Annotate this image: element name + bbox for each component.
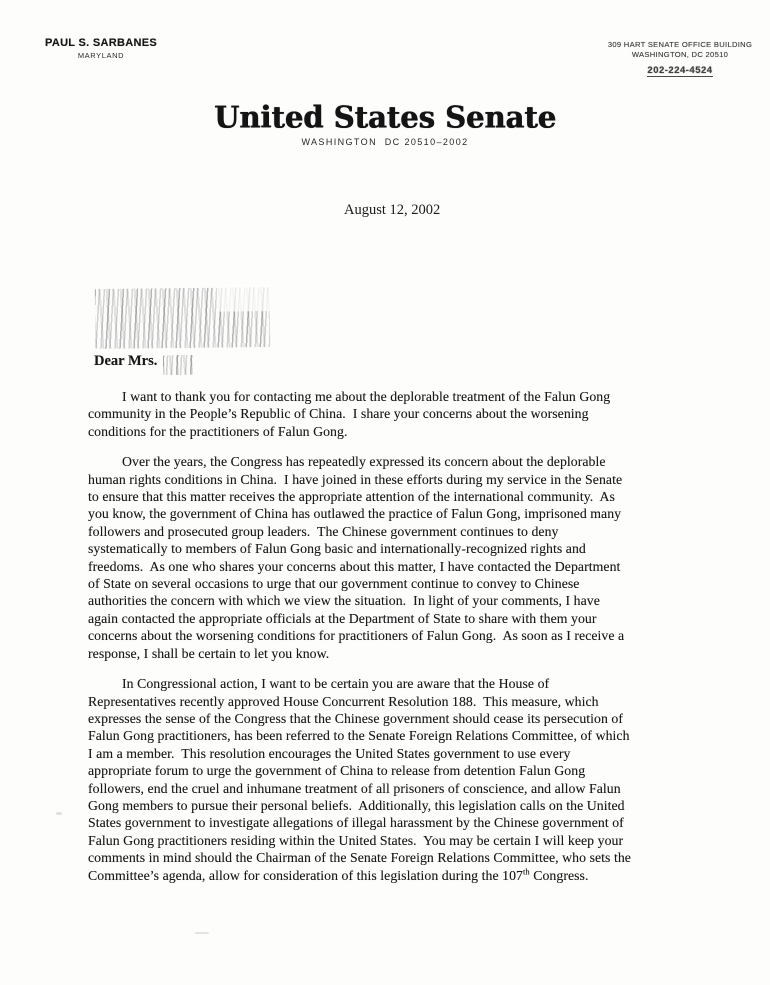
paragraph-line: conditions for the practitioners of Falun Gong.: [88, 423, 348, 439]
paragraph-line: followers, end the cruel and inhumane treatment of all prisoners of conscience, and allow Falun: [88, 780, 621, 796]
office-address-line2: WASHINGTON, DC 20510: [631, 50, 729, 59]
redacted-recipient-name: [163, 355, 193, 376]
paragraph-line: I am a member. This resolution encourages the United States government to use every: [88, 745, 571, 761]
office-address-block: [596, 40, 764, 78]
paragraph-line: systematically to members of Falun Gong basic and internationally-recognized rights and: [88, 541, 586, 557]
paragraph-line: I want to thank you for contacting me about the deplorable treatment of the Falun Gong: [122, 389, 611, 404]
paragraph-line: of State on several occasions to urge that our government continue to convey to Chinese: [88, 576, 580, 592]
paragraph-line: freedoms. As one who shares your concerns about this matter, I have contacted the Department: [88, 558, 621, 574]
senate-letterhead-title: United States Senate: [213, 99, 557, 135]
paragraph-line: comments in mind should the Chairman of the Senate Foreign Relations Committee, who sets the: [88, 850, 631, 866]
paragraph-line: again contacted the appropriate officials at the Department of State to share with them your: [88, 610, 597, 626]
paragraph-line: States government to investigate allegations of illegal harassment by the Chinese government of: [88, 815, 624, 831]
paragraph-line: Gong members to pursue their personal beliefs. Additionally, this legislation calls on the United: [88, 797, 625, 813]
paragraph-line: expresses the sense of the Congress that the Chinese government should cease its persecution of: [88, 710, 624, 726]
sender-state: MARYLAND: [77, 51, 125, 60]
paragraph-line: Falun Gong practitioners residing within the United States. You may be certain I will keep your: [88, 832, 624, 848]
paragraph-line: Over the years, the Congress has repeatedly expressed its concern about the deplorable: [122, 454, 606, 470]
salutation: Dear Mrs.: [94, 353, 158, 369]
paragraph-line: authorities the concern with which we view the situation. In light of your comments, I have: [88, 593, 600, 609]
paragraph-line: human rights conditions in China. I have joined in these efforts during my service in the Senate: [88, 471, 623, 487]
office-phone: 202-224-4524: [647, 65, 713, 76]
paragraph-line: you know, the government of China has outlawed the practice of Falun Gong, imprisoned many: [88, 506, 622, 522]
paragraph-line: appropriate forum to urge the government of China to release from detention Falun Gong: [88, 763, 586, 779]
letter-date: August 12, 2002: [344, 202, 441, 218]
letter-body: [88, 388, 728, 897]
sender-name: PAUL S. SARBANES: [45, 37, 157, 49]
scan-artifact: [56, 812, 62, 815]
scan-artifact: [195, 932, 209, 934]
paragraph-line: In Congressional action, I want to be certain you are aware that the House of: [122, 676, 550, 692]
paragraph-line: to ensure that this matter receives the appropriate attention of the international community. As: [88, 489, 615, 505]
paragraph-line: Representatives recently approved House Concurrent Resolution 188. This measure, which: [88, 693, 599, 709]
paragraph-line: followers and prosecuted group leaders. The Chinese government continues to deny: [88, 523, 559, 539]
paragraph-line: Falun Gong practitioners, has been referred to the Senate Foreign Relations Committee, of which: [88, 728, 630, 744]
paragraph: [88, 675, 728, 884]
senate-letterhead-subtitle: WASHINGTON DC 20510–2002: [301, 137, 469, 147]
paragraph-line: concerns about the worsening conditions for practitioners of Falun Gong. As soon as I receive a: [88, 628, 625, 644]
paragraph-line: response, I shall be certain to let you know.: [88, 645, 330, 661]
sender-block: [45, 37, 157, 60]
paragraph-line: community in the People’s Republic of China. I share your concerns about the worsening: [88, 406, 589, 422]
paragraph: [88, 453, 728, 662]
paragraph: [88, 388, 728, 440]
paragraph-line: Committee’s agenda, allow for consideration of this legislation during the 107th Congress.: [88, 865, 589, 883]
redacted-address-block: [95, 287, 271, 349]
office-address-line1: 309 HART SENATE OFFICE BUILDING: [607, 40, 753, 49]
